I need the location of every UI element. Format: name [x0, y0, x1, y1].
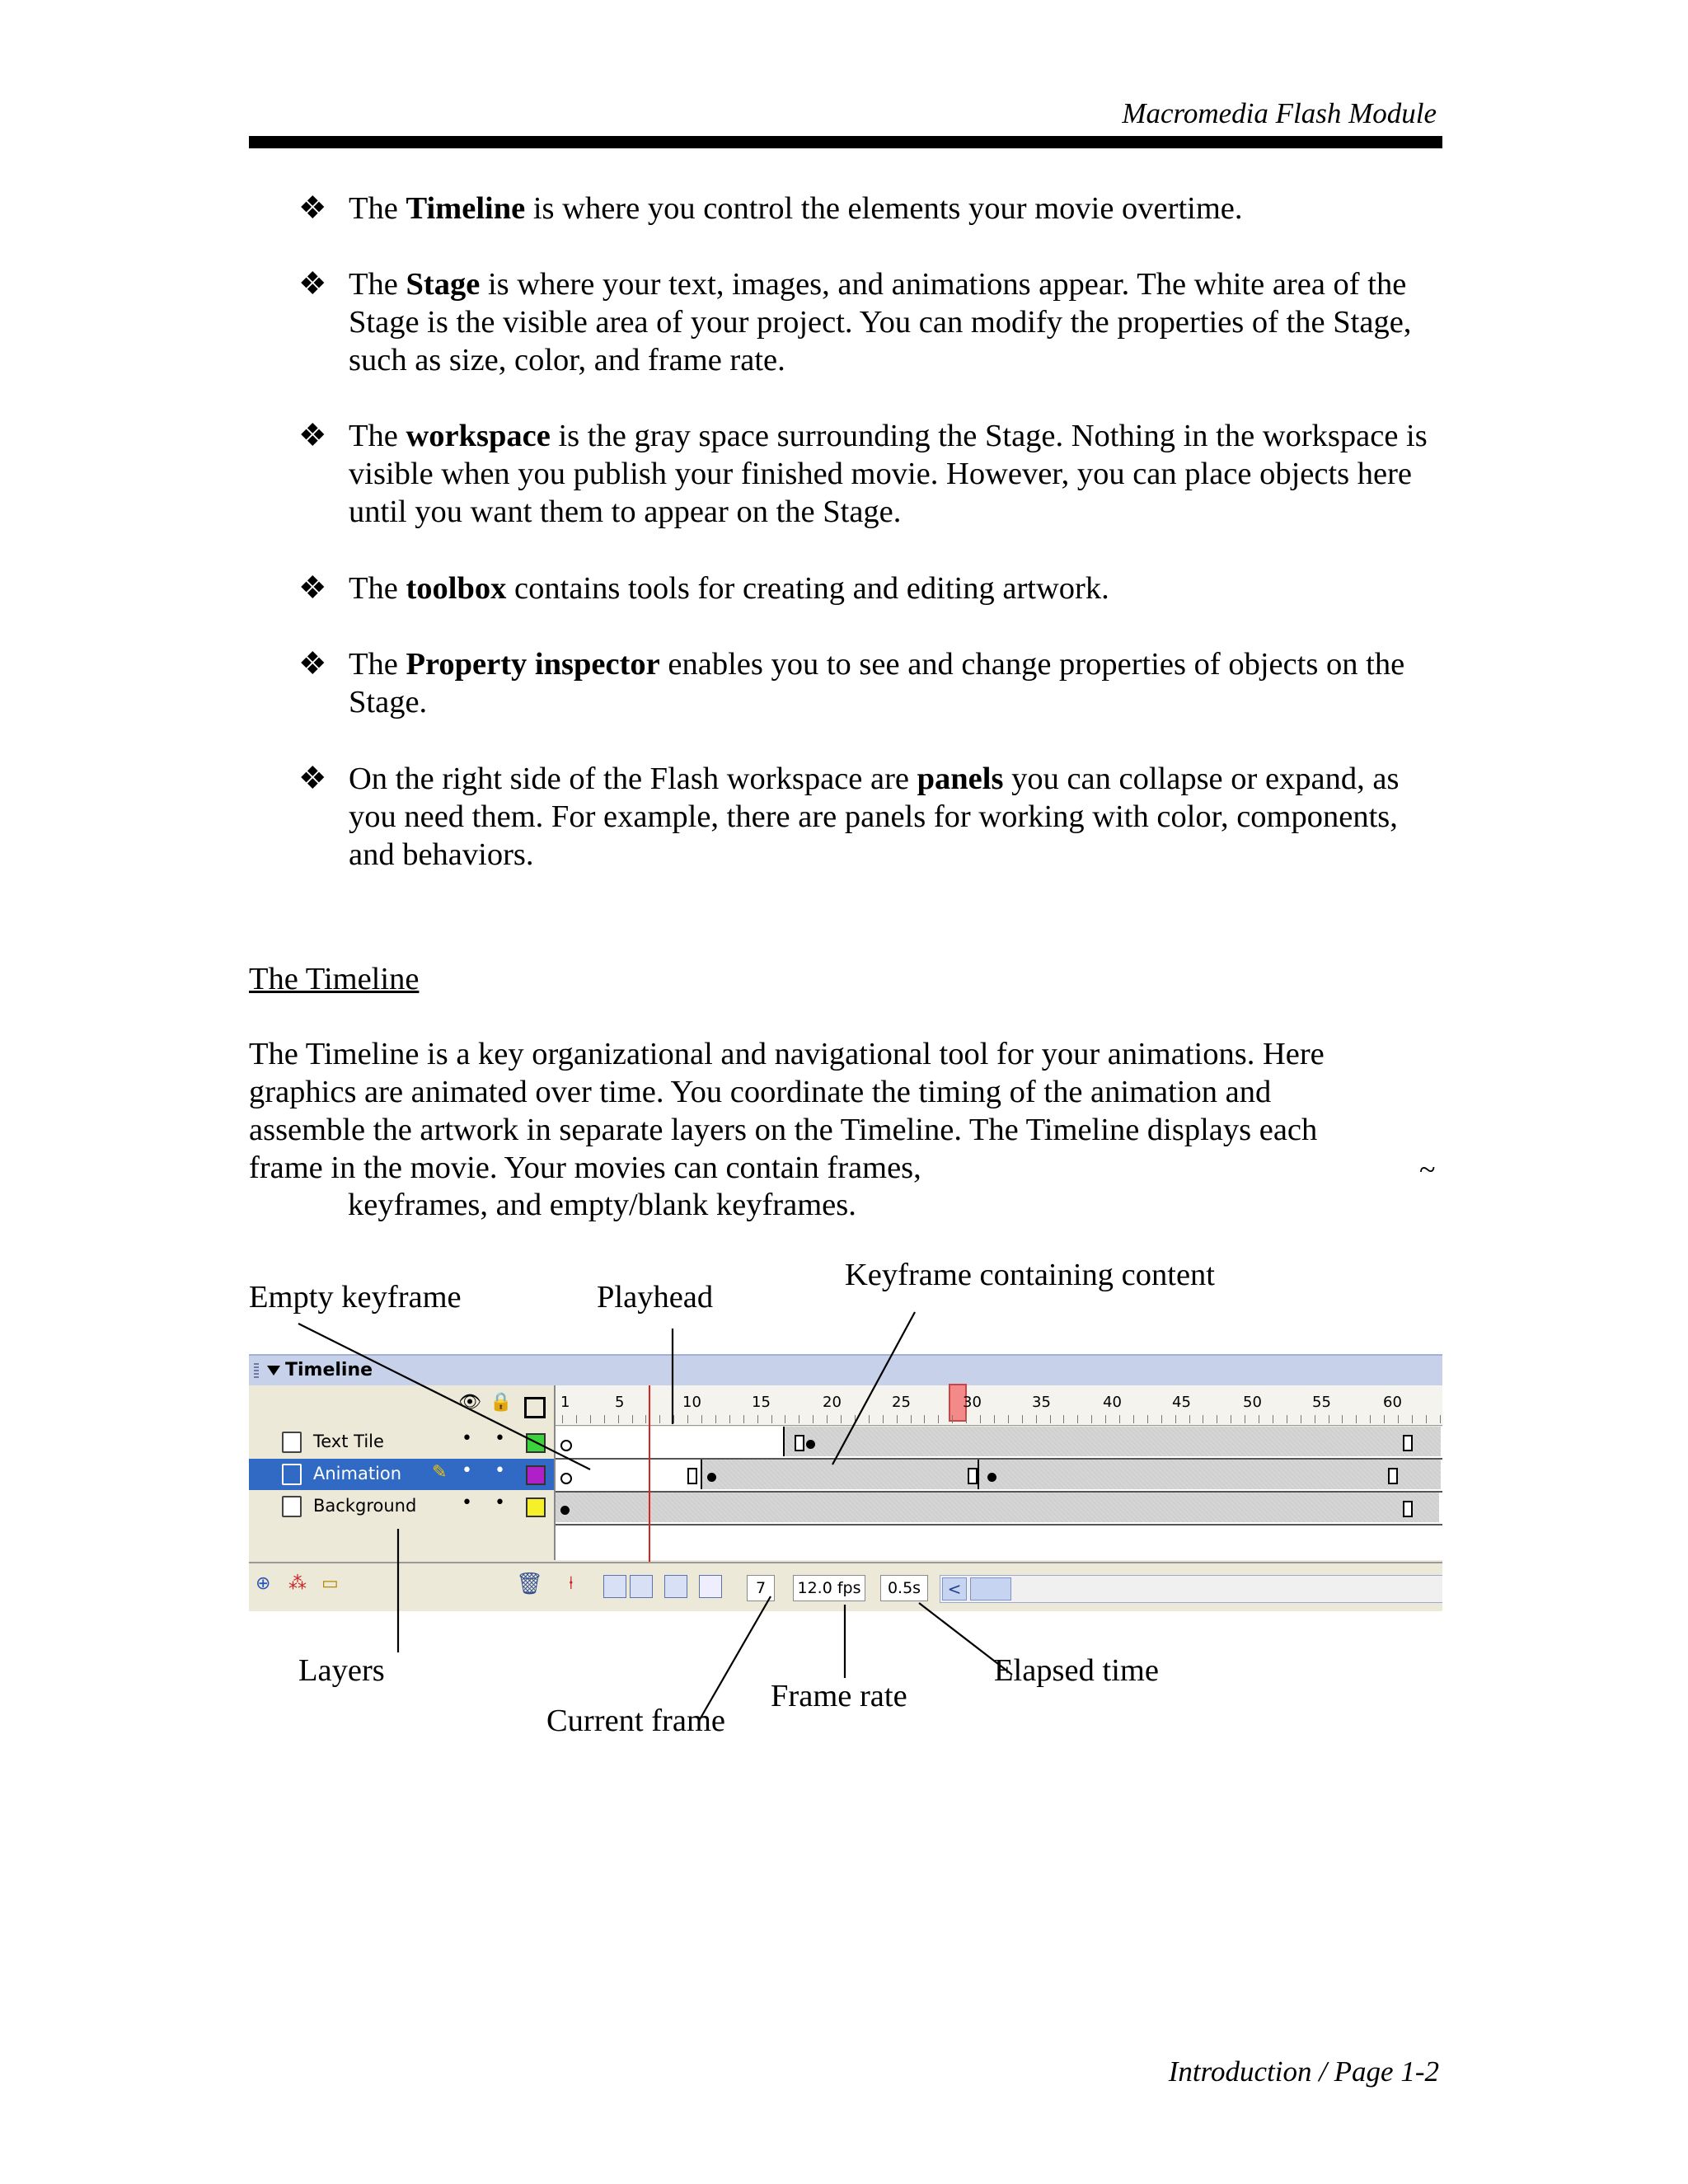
center-frame-icon[interactable]: ⍿	[569, 1573, 574, 1594]
lock-dot[interactable]: •	[495, 1493, 505, 1513]
pencil-icon: ✎	[432, 1462, 448, 1483]
tilde-mark: ~	[1419, 1153, 1436, 1186]
scroll-left-arrow-icon[interactable]: <	[942, 1577, 967, 1601]
lock-icon[interactable]: 🔒	[490, 1392, 513, 1413]
delete-layer-icon[interactable]: 🗑	[516, 1572, 544, 1596]
leader-keyframe-content	[832, 1312, 915, 1465]
callout-elapsed-time: Elapsed time	[994, 1653, 1159, 1688]
leader-empty-keyframe	[298, 1324, 590, 1469]
section-title: The Timeline	[249, 962, 420, 996]
leader-current-frame	[699, 1596, 771, 1721]
page-footer: Introduction / Page 1-2	[1168, 2055, 1439, 2088]
bullet-mark: ❖	[298, 191, 327, 226]
bullet-mark: ❖	[298, 647, 327, 682]
lock-dot[interactable]: •	[495, 1460, 505, 1481]
callout-frame-rate: Frame rate	[771, 1679, 907, 1713]
callout-playhead: Playhead	[597, 1280, 714, 1315]
bullet-mark: ❖	[298, 571, 327, 606]
paragraph-line: frame in the movie. Your movies can contain frames,	[249, 1151, 921, 1185]
frame-rate-field[interactable]: 12.0 fps	[793, 1575, 865, 1601]
current-frame-field[interactable]: 7	[747, 1575, 775, 1601]
callout-empty-keyframe: Empty keyframe	[249, 1280, 462, 1315]
eye-icon[interactable]: 👁	[458, 1392, 481, 1413]
ruler-label: 60	[1383, 1394, 1402, 1411]
ruler-label: 10	[682, 1394, 701, 1411]
layer-name: Background	[313, 1496, 417, 1516]
ruler-label: 5	[615, 1394, 625, 1411]
ruler-label: 45	[1172, 1394, 1191, 1411]
layer-name: Animation	[313, 1464, 402, 1483]
bullet-mark: ❖	[298, 267, 327, 302]
visibility-dot[interactable]: •	[462, 1460, 472, 1481]
ruler-label: 55	[1312, 1394, 1331, 1411]
ruler-label: 35	[1032, 1394, 1051, 1411]
ruler-label: 1	[560, 1394, 570, 1411]
insert-layer-icon[interactable]: ⊕	[256, 1573, 271, 1594]
ruler-label: 25	[892, 1394, 911, 1411]
insert-folder-icon[interactable]: ▭	[321, 1573, 339, 1594]
paragraph-line: The Timeline is a key organizational and navigational tool for your animations. Here	[249, 1037, 1325, 1071]
ruler-label: 50	[1243, 1394, 1262, 1411]
ruler-label: 20	[823, 1394, 842, 1411]
paragraph-continuation: keyframes, and empty/blank keyframes.	[348, 1188, 856, 1222]
ruler-label: 15	[752, 1394, 771, 1411]
paragraph-line: assemble the artwork in separate layers on the Timeline. The Timeline displays each	[249, 1113, 1318, 1147]
ruler-label: 40	[1103, 1394, 1122, 1411]
elapsed-time-field: 0.5s	[880, 1575, 928, 1601]
ruler-label: 30	[963, 1394, 982, 1411]
paragraph-line: graphics are animated over time. You coordinate the timing of the animation and	[249, 1075, 1272, 1109]
callout-keyframe-content: Keyframe containing content	[845, 1258, 1215, 1292]
timeline-title: Timeline	[285, 1360, 373, 1380]
lock-dot[interactable]: •	[495, 1428, 505, 1449]
leader-elapsed-time	[919, 1603, 1012, 1675]
add-guide-icon[interactable]: ⁂	[288, 1573, 307, 1594]
running-header: Macromedia Flash Module	[1122, 97, 1437, 129]
visibility-dot[interactable]: •	[462, 1493, 472, 1513]
callout-current-frame: Current frame	[546, 1704, 725, 1738]
callout-layers: Layers	[298, 1653, 385, 1688]
bullet-mark: ❖	[298, 419, 327, 453]
bullet-mark: ❖	[298, 762, 327, 796]
layer-name: Text Tile	[313, 1432, 384, 1451]
visibility-dot[interactable]: •	[462, 1428, 472, 1449]
